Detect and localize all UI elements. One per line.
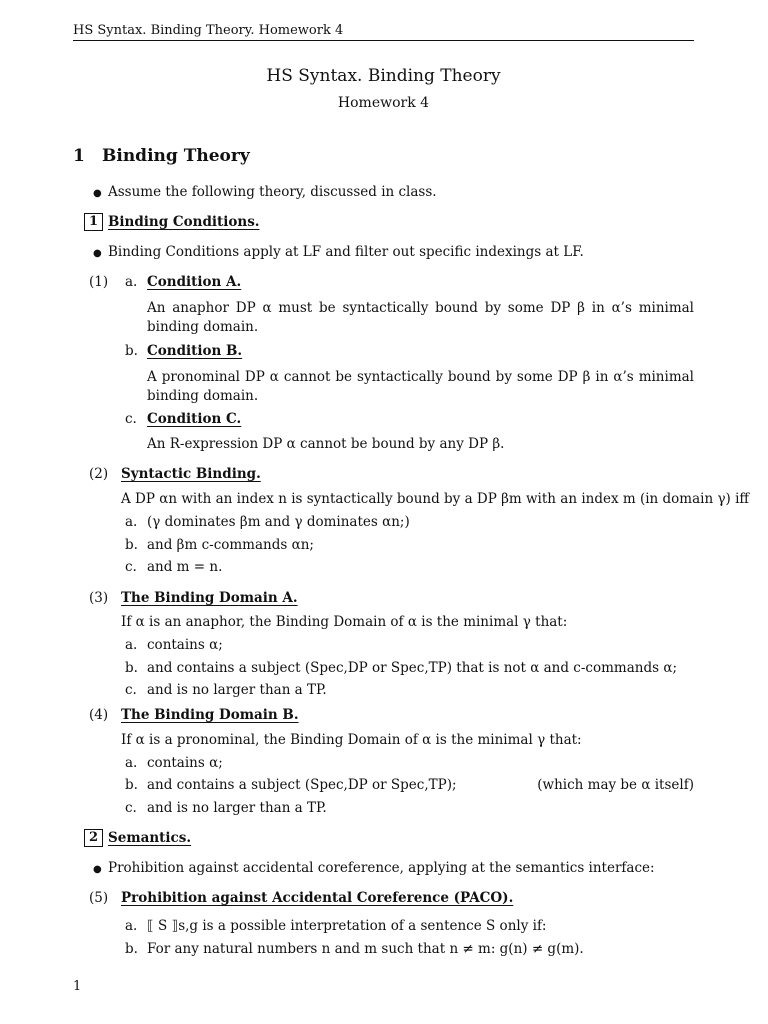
condition-c-text: An R-expression DP α cannot be bound by any DP β. — [147, 436, 505, 452]
binding-domain-a-title: The Binding Domain A. — [121, 590, 298, 606]
section-number: 1 — [73, 146, 85, 166]
syntactic-binding-title: Syntactic Binding. — [121, 466, 261, 482]
condition-b-title: Condition B. — [147, 343, 243, 359]
example-number-5: (5) — [89, 890, 109, 906]
binding-domain-b-title: The Binding Domain B. — [121, 707, 299, 723]
example-number-3: (3) — [89, 590, 109, 606]
bullet-icon: ● — [93, 248, 102, 259]
syntactic-binding-item-c: and m = n. — [147, 559, 223, 575]
box2-bullet-text: Prohibition against accidental coreference, applying at the semantics interface: — [108, 860, 655, 876]
item-label: a. — [125, 755, 138, 771]
binding-domain-b-note: (which may be α itself) — [537, 777, 694, 793]
syntactic-binding-lead: A DP αn with an index n is syntactically bound by a DP βm with an index m (in domain γ) iff — [121, 491, 749, 507]
paco-title: Prohibition against Accidental Coreference (PACO). — [121, 890, 514, 906]
item-label: a. — [125, 274, 138, 290]
item-label: a. — [125, 918, 138, 934]
item-label: b. — [125, 343, 138, 359]
condition-a-title: Condition A. — [147, 274, 242, 290]
binding-domain-b-item-c: and is no larger than a TP. — [147, 800, 327, 816]
binding-domain-b-lead: If α is a pronominal, the Binding Domain of α is the minimal γ that: — [121, 732, 582, 748]
item-label: c. — [125, 411, 137, 427]
item-label: b. — [125, 777, 138, 793]
bullet-icon: ● — [93, 864, 102, 875]
box-number-2: 2 — [84, 829, 103, 847]
item-label: b. — [125, 537, 138, 553]
item-label: a. — [125, 514, 138, 530]
condition-a-text: An anaphor DP α must be syntactically bound by some DP β in α’s minimal binding domain. — [147, 300, 694, 335]
item-label: b. — [125, 660, 138, 676]
binding-domain-a-item-b: and contains a subject (Spec,DP or Spec,TP) that is not α and c-commands α; — [147, 660, 677, 676]
condition-b-text: A pronominal DP α cannot be syntactically bound by some DP β in α’s minimal binding domain. — [147, 369, 694, 404]
item-label: c. — [125, 682, 137, 698]
item-label: b. — [125, 941, 138, 957]
bullet-icon: ● — [93, 188, 102, 199]
example-number-4: (4) — [89, 707, 109, 723]
binding-domain-b-item-b: and contains a subject (Spec,DP or Spec,TP); — [147, 777, 457, 793]
binding-domain-a-item-c: and is no larger than a TP. — [147, 682, 327, 698]
paco-item-a: ⟦ S ⟧s,g is a possible interpretation of a sentence S only if: — [147, 918, 547, 934]
example-number-1: (1) — [89, 274, 109, 290]
document-page — [73, 0, 749, 1024]
box-title-1: Binding Conditions. — [108, 214, 260, 230]
document-title: HS Syntax. Binding Theory — [266, 66, 501, 86]
example-number-2: (2) — [89, 466, 109, 482]
item-label: a. — [125, 637, 138, 653]
binding-domain-a-item-a: contains α; — [147, 637, 223, 653]
box-title-2: Semantics. — [108, 830, 192, 846]
paco-item-b: For any natural numbers n and m such that n ≠ m: g(n) ≠ g(m). — [147, 941, 584, 957]
box-number-1: 1 — [84, 213, 103, 231]
binding-domain-a-lead: If α is an anaphor, the Binding Domain of α is the minimal γ that: — [121, 614, 568, 630]
page-number: 1 — [73, 979, 82, 994]
box1-bullet-text: Binding Conditions apply at LF and filter out specific indexings at LF. — [108, 244, 584, 260]
intro-bullet-text: Assume the following theory, discussed in class. — [108, 184, 437, 200]
syntactic-binding-item-a: (γ dominates βm and γ dominates αn;) — [147, 514, 410, 530]
section-title: Binding Theory — [102, 146, 250, 166]
item-label: c. — [125, 800, 137, 816]
header-rule — [73, 40, 694, 41]
document-subtitle: Homework 4 — [337, 95, 430, 111]
running-head: HS Syntax. Binding Theory. Homework 4 — [73, 23, 344, 38]
item-label: c. — [125, 559, 137, 575]
condition-c-title: Condition C. — [147, 411, 242, 427]
syntactic-binding-item-b: and βm c-commands αn; — [147, 537, 314, 553]
binding-domain-b-item-a: contains α; — [147, 755, 223, 771]
